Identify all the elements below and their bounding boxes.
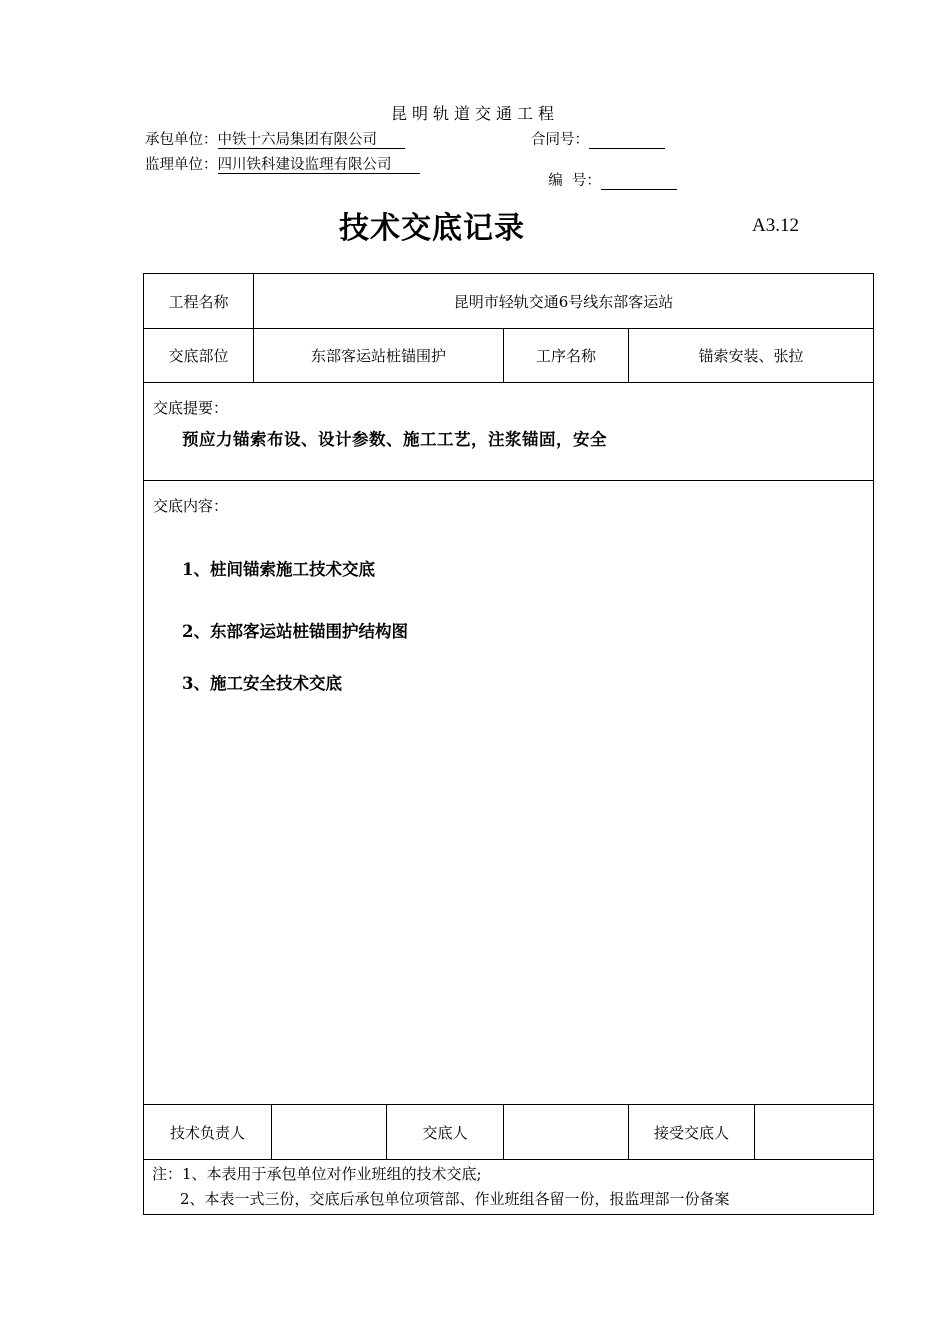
- project-name-row: [144, 274, 874, 329]
- content-item: 1、桩间锚索施工技术交底: [182, 560, 375, 579]
- content-item: 2、东部客运站桩锚围护结构图: [182, 622, 408, 641]
- summary-label: 交底提要：: [153, 399, 229, 417]
- contractor-label: 承包单位：: [145, 132, 218, 148]
- location-row: [144, 329, 874, 383]
- supervisor-row: [145, 153, 420, 174]
- contract-no-row: [531, 128, 665, 149]
- content-cell: [144, 481, 874, 1105]
- disclosure-form-table: [143, 273, 874, 1215]
- contractor-row: [145, 128, 405, 149]
- receiver-label: 接受交底人: [629, 1105, 755, 1160]
- discloser-label: 交底人: [387, 1105, 504, 1160]
- document-title: 技术交底记录: [339, 211, 525, 246]
- summary-cell: [144, 383, 874, 481]
- project-name-value: 昆明市轻轨交通6号线东部客运站: [254, 274, 874, 329]
- contract-no-blank: [589, 133, 665, 149]
- discloser-signature[interactable]: [504, 1105, 629, 1160]
- contractor-value: 中铁十六局集团有限公司: [218, 132, 406, 149]
- tech-lead-signature[interactable]: [272, 1105, 387, 1160]
- content-label: 交底内容：: [153, 497, 229, 515]
- note-line-1: 注：1、本表用于承包单位对作业班组的技术交底;: [152, 1165, 482, 1183]
- notes-row: [144, 1160, 874, 1215]
- notes-cell: [144, 1160, 874, 1215]
- process-label: 工序名称: [504, 329, 629, 383]
- summary-row: [144, 383, 874, 481]
- location-value: 东部客运站桩锚围护: [254, 329, 504, 383]
- location-label: 交底部位: [144, 329, 254, 383]
- summary-text: 预应力锚索布设、设计参数、施工工艺，注浆锚固，安全: [182, 430, 607, 449]
- receiver-signature[interactable]: [755, 1105, 874, 1160]
- content-row: [144, 481, 874, 1105]
- number-row: [539, 153, 677, 190]
- number-label: 编 号：: [548, 173, 601, 189]
- signature-row: [144, 1105, 874, 1160]
- number-blank: [601, 174, 677, 190]
- process-value: 锚索安装、张拉: [629, 329, 874, 383]
- supervisor-label: 监理单位：: [145, 157, 218, 173]
- contract-no-label: 合同号：: [531, 132, 589, 148]
- tech-lead-label: 技术负责人: [144, 1105, 272, 1160]
- form-code: A3.12: [752, 215, 799, 236]
- supervisor-value: 四川铁科建设监理有限公司: [218, 157, 420, 174]
- project-name-label: 工程名称: [144, 274, 254, 329]
- project-title: 昆明轨道交通工程: [390, 104, 559, 123]
- content-item: 3、施工安全技术交底: [182, 674, 342, 693]
- note-line-2: 2、本表一式三份，交底后承包单位项管部、作业班组各留一份，报监理部一份备案: [180, 1190, 730, 1208]
